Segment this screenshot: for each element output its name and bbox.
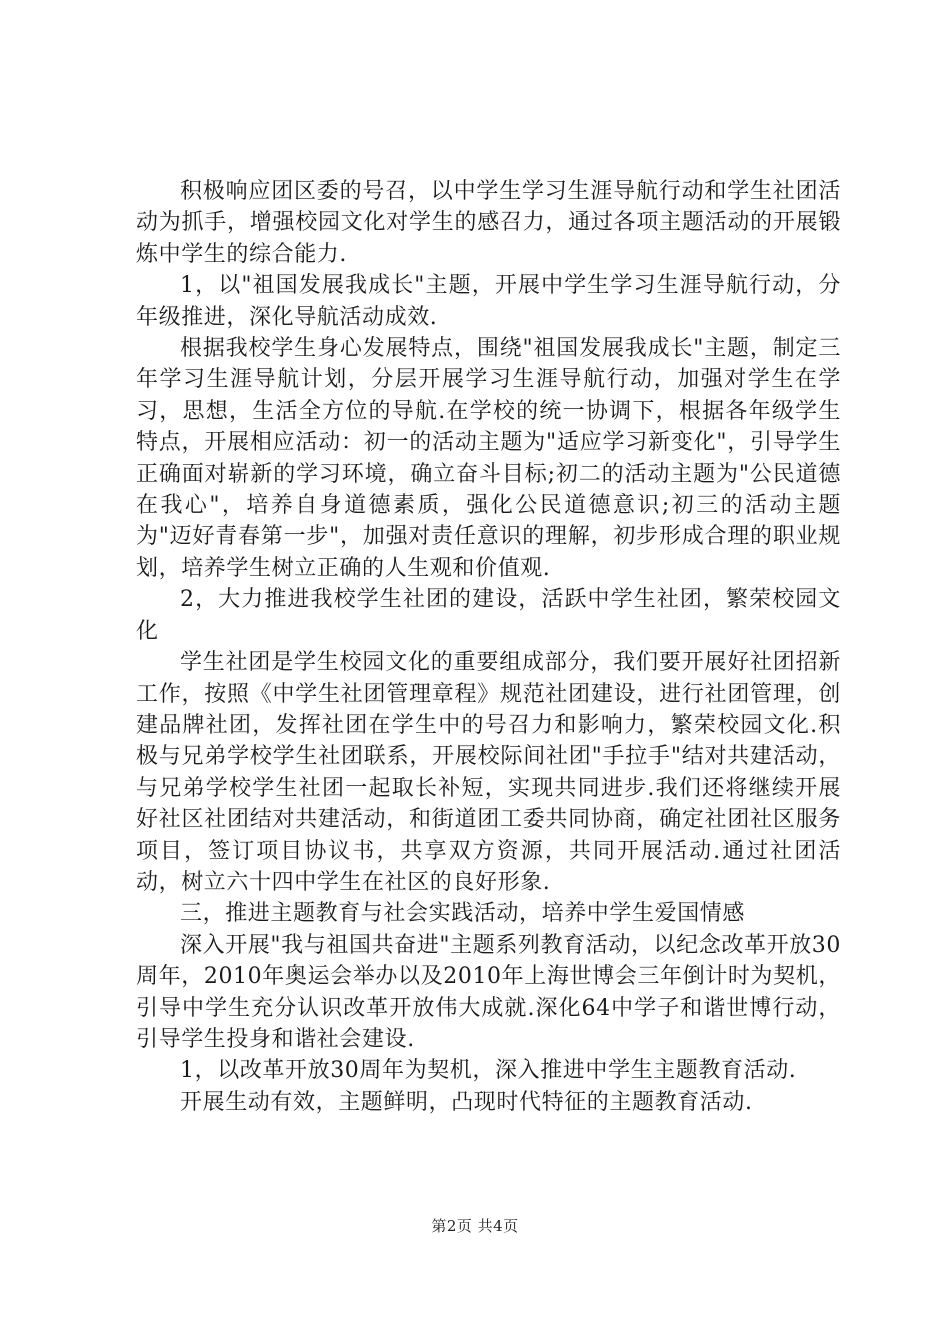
paragraph: 根据我校学生身心发展特点，围绕"祖国发展我成长"主题，制定三年学习生涯导航计划，分层开展学习生涯导航行动，加强对学生在学习，思想，生活全方位的导航.在学校的统一协调下，根据各年级学生特点，开展相应活动：初一的活动主题为"适应学习新变化"，引导学生正确面对崭新的学习环境，确立奋斗目标;初二的活动主题为"公民道德在我心"，培养自身道德素质，强化公民道德意识;初三的活动主题为"迈好青春第一步"，加强对责任意识的理解，初步形成合理的职业规划，培养学生树立正确的人生观和价值观. [136,336,841,581]
paragraph: 学生社团是学生校园文化的重要组成部分，我们要开展好社团招新工作，按照《中学生社团管理章程》规范社团建设，进行社团管理，创建品牌社团，发挥社团在学生中的号召力和影响力，繁荣校园文化.积极与兄弟学校学生社团联系，开展校际间社团"手拉手"结对共建活动，与兄弟学校学生社团一起取长补短，实现共同进步.我们还将继续开展好社区社团结对共建活动，和街道团工委共同协商，确定社团社区服务项目，签订项目协议书，共享双方资源，共同开展活动.通过社团活动，树立六十四中学生在社区的良好形象. [136,650,841,895]
paragraph: 1，以"祖国发展我成长"主题，开展中学生学习生涯导航行动，分年级推进，深化导航活动成效. [136,273,841,330]
section-heading: 三，推进主题教育与社会实践活动，培养中学生爱国情感 [180,901,746,927]
paragraph: 深入开展"我与祖国共奋进"主题系列教育活动，以纪念改革开放30周年，2010年奥运会举办以及2010年上海世博会三年倒计时为契机，引导中学生充分认识改革开放伟大成就.深化64中学子和谐世博行动，引导学生投身和谐社会建设. [136,932,841,1052]
page-footer: 第2页 共4页 [431,1217,519,1235]
paragraph: 1，以改革开放30周年为契机，深入推进中学生主题教育活动. [180,1058,797,1084]
document-body [136,176,841,1118]
paragraph: 2，大力推进我校学生社团的建设，活跃中学生社团，繁荣校园文化 [136,587,841,644]
paragraph: 积极响应团区委的号召，以中学生学习生涯导航行动和学生社团活动为抓手，增强校园文化对学生的感召力，通过各项主题活动的开展锻炼中学生的综合能力. [136,179,841,267]
paragraph: 开展生动有效，主题鲜明，凸现时代特征的主题教育活动. [180,1089,753,1115]
